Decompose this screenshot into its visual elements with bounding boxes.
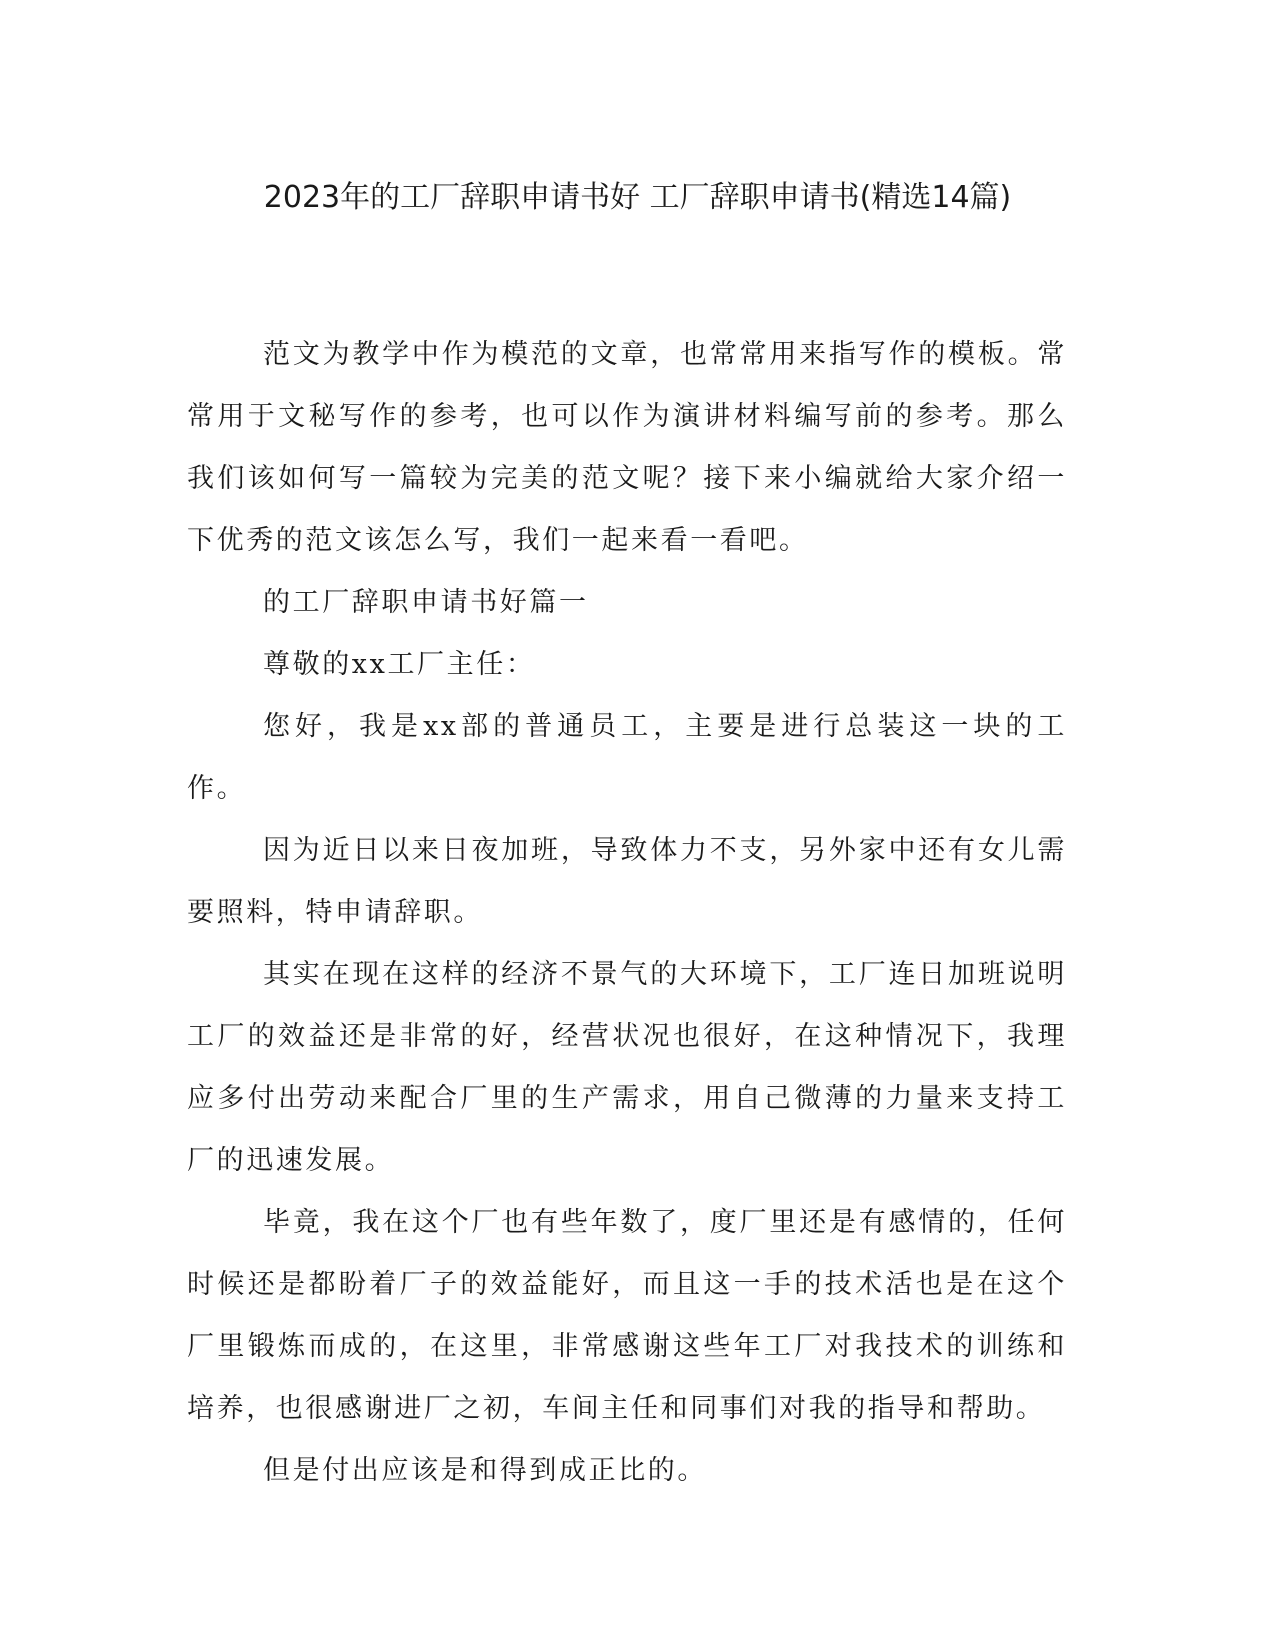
document-title: 2023年的工厂辞职申请书好 工厂辞职申请书(精选14篇) xyxy=(263,180,1012,215)
paragraph-intro: 范文为教学中作为模范的文章，也常常用来指写作的模板。常常用于文秘写作的参考，也可以作为演讲材料编写前的参考。那么我们该如何写一篇较为完美的范文呢？接下来小编就给大家介绍一下优秀的范文该怎么写，我们一起来看一看吧。 xyxy=(187,339,1067,556)
paragraph-greeting: 您好，我是xx部的普通员工，主要是进行总装这一块的工作。 xyxy=(187,711,1067,804)
paragraph-reason: 因为近日以来日夜加班，导致体力不支，另外家中还有女儿需要照料，特申请辞职。 xyxy=(187,835,1067,928)
paragraph-closing: 但是付出应该是和得到成正比的。 xyxy=(263,1455,707,1486)
paragraph-context: 其实在现在这样的经济不景气的大环境下，工厂连日加班说明工厂的效益还是非常的好，经营状况也很好，在这种情况下，我理应多付出劳动来配合厂里的生产需求，用自己微薄的力量来支持工厂的迅速发展。 xyxy=(187,959,1067,1176)
document-body xyxy=(187,324,1067,1502)
paragraph-gratitude: 毕竟，我在这个厂也有些年数了，度厂里还是有感情的，任何时候还是都盼着厂子的效益能好，而且这一手的技术活也是在这个厂里锻炼而成的，在这里，非常感谢这些年工厂对我技术的训练和培养，也很感谢进厂之初，车间主任和同事们对我的指导和帮助。 xyxy=(187,1207,1067,1424)
salutation: 尊敬的xx工厂主任： xyxy=(263,649,536,680)
section-heading: 的工厂辞职申请书好篇一 xyxy=(263,587,589,618)
